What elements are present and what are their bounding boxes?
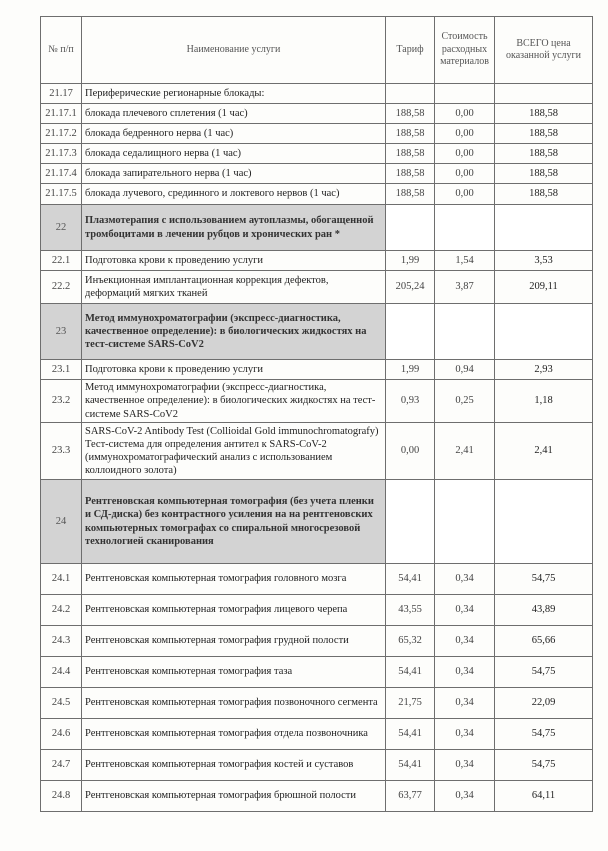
row-number: 21.17.4 bbox=[41, 164, 82, 184]
row-number: 24.8 bbox=[41, 781, 82, 812]
row-materials: 0,34 bbox=[435, 750, 495, 781]
row-tariff bbox=[386, 205, 435, 251]
row-service-name: Инъекционная имплантационная коррекция дефектов, деформаций мягких тканей bbox=[82, 271, 386, 304]
row-tariff: 43,55 bbox=[386, 595, 435, 626]
row-service-name: Рентгеновская компьютерная томография позвоночного сегмента bbox=[82, 688, 386, 719]
row-total: 54,75 bbox=[495, 719, 593, 750]
row-total: 188,58 bbox=[495, 164, 593, 184]
row-service-name: Периферические регионарные блокады: bbox=[82, 84, 386, 104]
row-materials: 0,34 bbox=[435, 626, 495, 657]
header-number: № п/п bbox=[41, 17, 82, 84]
row-number: 21.17.3 bbox=[41, 144, 82, 164]
row-total: 64,11 bbox=[495, 781, 593, 812]
table-row bbox=[41, 271, 593, 304]
table-row bbox=[41, 251, 593, 271]
row-total: 188,58 bbox=[495, 104, 593, 124]
row-materials: 0,00 bbox=[435, 164, 495, 184]
row-service-name: блокада плечевого сплетения (1 час) bbox=[82, 104, 386, 124]
row-service-name: Подготовка крови к проведению услуги bbox=[82, 360, 386, 380]
row-service-name: Метод иммунохроматографии (экспресс-диагностика, качественное определение): в биологических жидкостях на тест-системе SARS-CoV2 bbox=[82, 380, 386, 423]
section-title: Плазмотерапия с использованием аутоплазмы, обогащенной тромбоцитами в лечении рубцов и хронических ран * bbox=[82, 205, 386, 251]
row-total: 2,41 bbox=[495, 423, 593, 480]
row-tariff: 188,58 bbox=[386, 104, 435, 124]
row-materials bbox=[435, 205, 495, 251]
row-tariff: 188,58 bbox=[386, 124, 435, 144]
row-number: 24.1 bbox=[41, 564, 82, 595]
row-tariff: 205,24 bbox=[386, 271, 435, 304]
table-row bbox=[41, 781, 593, 812]
row-materials: 0,34 bbox=[435, 719, 495, 750]
section-title: Рентгеновская компьютерная томография (без учета пленки и СД-диска) без контрастного усиления на на рентгеновских компьютерных томографах со спиральной многосрезовой технологией сканирования bbox=[82, 480, 386, 564]
row-total: 65,66 bbox=[495, 626, 593, 657]
row-service-name: блокада лучевого, срединного и локтевого нервов (1 час) bbox=[82, 184, 386, 205]
row-tariff bbox=[386, 304, 435, 360]
row-total: 54,75 bbox=[495, 564, 593, 595]
header-tariff: Тариф bbox=[386, 17, 435, 84]
row-service-name: Рентгеновская компьютерная томография костей и суставов bbox=[82, 750, 386, 781]
row-tariff: 54,41 bbox=[386, 750, 435, 781]
row-total: 3,53 bbox=[495, 251, 593, 271]
row-total bbox=[495, 84, 593, 104]
row-total: 188,58 bbox=[495, 124, 593, 144]
row-materials: 2,41 bbox=[435, 423, 495, 480]
row-total: 43,89 bbox=[495, 595, 593, 626]
table-header-row bbox=[41, 17, 593, 84]
table-row bbox=[41, 423, 593, 480]
table-row bbox=[41, 184, 593, 205]
row-tariff: 1,99 bbox=[386, 360, 435, 380]
row-total: 22,09 bbox=[495, 688, 593, 719]
row-service-name: блокада седалищного нерва (1 час) bbox=[82, 144, 386, 164]
row-number: 21.17.5 bbox=[41, 184, 82, 205]
row-materials bbox=[435, 304, 495, 360]
row-total: 188,58 bbox=[495, 144, 593, 164]
row-service-name: блокада бедренного нерва (1 час) bbox=[82, 124, 386, 144]
row-number: 24.7 bbox=[41, 750, 82, 781]
price-table bbox=[40, 16, 593, 812]
row-number: 22.1 bbox=[41, 251, 82, 271]
section-title: Метод иммунохроматографии (экспресс-диагностика, качественное определение): в биологических жидкостях на тест-системе SARS-CoV2 bbox=[82, 304, 386, 360]
section-row bbox=[41, 480, 593, 564]
table-row bbox=[41, 380, 593, 423]
row-materials bbox=[435, 480, 495, 564]
row-tariff: 188,58 bbox=[386, 164, 435, 184]
table-row bbox=[41, 104, 593, 124]
row-total: 188,58 bbox=[495, 184, 593, 205]
row-total: 1,18 bbox=[495, 380, 593, 423]
section-number: 23 bbox=[41, 304, 82, 360]
table-row bbox=[41, 657, 593, 688]
row-materials: 0,34 bbox=[435, 657, 495, 688]
row-materials: 0,94 bbox=[435, 360, 495, 380]
table-row bbox=[41, 360, 593, 380]
row-total: 54,75 bbox=[495, 750, 593, 781]
row-number: 24.2 bbox=[41, 595, 82, 626]
row-materials: 3,87 bbox=[435, 271, 495, 304]
header-total-price: ВСЕГО цена оказанной услуги bbox=[495, 17, 593, 84]
row-tariff: 54,41 bbox=[386, 719, 435, 750]
section-number: 22 bbox=[41, 205, 82, 251]
row-tariff: 1,99 bbox=[386, 251, 435, 271]
row-number: 24.3 bbox=[41, 626, 82, 657]
row-service-name: Рентгеновская компьютерная томография отдела позвоночника bbox=[82, 719, 386, 750]
row-number: 21.17.1 bbox=[41, 104, 82, 124]
row-materials: 0,25 bbox=[435, 380, 495, 423]
row-service-name: блокада запирательного нерва (1 час) bbox=[82, 164, 386, 184]
table-row bbox=[41, 595, 593, 626]
row-materials: 0,00 bbox=[435, 124, 495, 144]
row-number: 22.2 bbox=[41, 271, 82, 304]
row-tariff bbox=[386, 84, 435, 104]
row-materials: 0,00 bbox=[435, 144, 495, 164]
row-number: 21.17.2 bbox=[41, 124, 82, 144]
row-total bbox=[495, 304, 593, 360]
row-tariff: 0,93 bbox=[386, 380, 435, 423]
table-row bbox=[41, 84, 593, 104]
row-tariff: 54,41 bbox=[386, 657, 435, 688]
row-materials bbox=[435, 84, 495, 104]
row-tariff bbox=[386, 480, 435, 564]
table-row bbox=[41, 750, 593, 781]
row-service-name: Рентгеновская компьютерная томография грудной полости bbox=[82, 626, 386, 657]
row-number: 24.6 bbox=[41, 719, 82, 750]
row-number: 23.3 bbox=[41, 423, 82, 480]
row-total: 2,93 bbox=[495, 360, 593, 380]
header-service-name: Наименование услуги bbox=[82, 17, 386, 84]
table-row bbox=[41, 124, 593, 144]
row-service-name: SARS-CoV-2 Antibody Test (Collioidal Gold immunochromatografy) Тест-система для определения антител к SARS-CoV-2 (иммунохроматографический анализ с использованием коллоидного золота) bbox=[82, 423, 386, 480]
row-tariff: 65,32 bbox=[386, 626, 435, 657]
row-tariff: 0,00 bbox=[386, 423, 435, 480]
table-row bbox=[41, 164, 593, 184]
row-service-name: Рентгеновская компьютерная томография головного мозга bbox=[82, 564, 386, 595]
table-row bbox=[41, 564, 593, 595]
section-row bbox=[41, 205, 593, 251]
table-row bbox=[41, 688, 593, 719]
table-row bbox=[41, 626, 593, 657]
row-materials: 1,54 bbox=[435, 251, 495, 271]
row-service-name: Рентгеновская компьютерная томография лицевого черепа bbox=[82, 595, 386, 626]
row-service-name: Рентгеновская компьютерная томография брюшной полости bbox=[82, 781, 386, 812]
table-row bbox=[41, 144, 593, 164]
row-tariff: 188,58 bbox=[386, 184, 435, 205]
table-row bbox=[41, 719, 593, 750]
row-tariff: 21,75 bbox=[386, 688, 435, 719]
row-number: 24.5 bbox=[41, 688, 82, 719]
row-materials: 0,00 bbox=[435, 184, 495, 205]
row-tariff: 54,41 bbox=[386, 564, 435, 595]
row-materials: 0,00 bbox=[435, 104, 495, 124]
row-total: 54,75 bbox=[495, 657, 593, 688]
row-total bbox=[495, 480, 593, 564]
header-materials-cost: Стоимость расходных материалов bbox=[435, 17, 495, 84]
row-total: 209,11 bbox=[495, 271, 593, 304]
section-row bbox=[41, 304, 593, 360]
row-number: 24.4 bbox=[41, 657, 82, 688]
row-number: 23.1 bbox=[41, 360, 82, 380]
row-number: 21.17 bbox=[41, 84, 82, 104]
row-tariff: 63,77 bbox=[386, 781, 435, 812]
row-tariff: 188,58 bbox=[386, 144, 435, 164]
row-total bbox=[495, 205, 593, 251]
row-service-name: Подготовка крови к проведению услуги bbox=[82, 251, 386, 271]
row-number: 23.2 bbox=[41, 380, 82, 423]
row-materials: 0,34 bbox=[435, 781, 495, 812]
row-materials: 0,34 bbox=[435, 595, 495, 626]
row-materials: 0,34 bbox=[435, 564, 495, 595]
row-service-name: Рентгеновская компьютерная томография таза bbox=[82, 657, 386, 688]
row-materials: 0,34 bbox=[435, 688, 495, 719]
section-number: 24 bbox=[41, 480, 82, 564]
